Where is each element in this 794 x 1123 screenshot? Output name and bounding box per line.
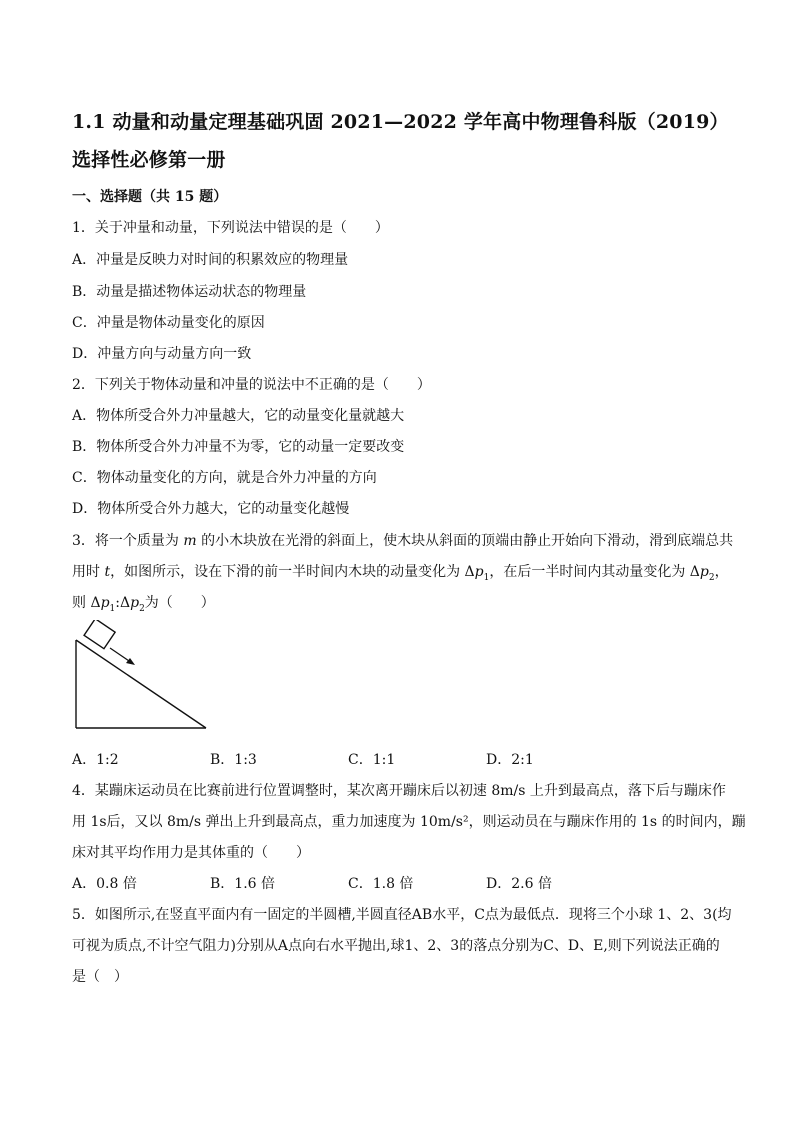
q4-option-c: C．1.8 倍 <box>348 876 414 892</box>
q1-option-d: D．冲量方向与动量方向一致 <box>72 346 252 362</box>
q2-stem: 2．下列关于物体动量和冲量的说法中不正确的是（ ） <box>72 377 431 393</box>
q5-line-2: 可视为质点,不计空气阻力)分别从A点向右水平抛出,球1、2、3的落点分别为C、D、E,则下列说法正确的 <box>72 938 720 954</box>
incline-triangle <box>76 640 206 728</box>
q1-option-b: B．动量是描述物体运动状态的物理量 <box>72 284 307 300</box>
section-heading: 一、选择题（共 15 题） <box>72 189 228 205</box>
q3-option-c: C．1:1 <box>348 752 396 768</box>
q3-line-2: 用时 t，如图所示，设在下滑的前一半时间内木块的动量变化为 $\Delta p_1$，在后一半时间内其动量变化为 $\Delta p_2$， <box>72 564 729 583</box>
q2-option-d: D．物体所受合外力越大，它的动量变化越慢 <box>72 501 350 517</box>
q1-option-a: A．冲量是反映力对时间的积累效应的物理量 <box>72 252 349 268</box>
q4-option-d: D．2.6 倍 <box>486 876 552 892</box>
q4-line-3: 床对其平均作用力是其体重的（ ） <box>72 845 310 861</box>
q3-line-3: 则 $\Delta p_1:\Delta p_2$为（ ） <box>72 595 215 614</box>
q4-option-b: B．1.6 倍 <box>210 876 276 892</box>
q3-option-b: B．1:3 <box>210 752 257 768</box>
q3-line-1: 3．将一个质量为 m 的小木块放在光滑的斜面上，使木块从斜面的顶端由静止开始向下滑动，滑到底端总共 <box>72 533 734 549</box>
q1-option-c: C．冲量是物体动量变化的原因 <box>72 315 265 331</box>
q1-stem: 1．关于冲量和动量，下列说法中错误的是（ ） <box>72 220 389 236</box>
wooden-block <box>84 620 115 649</box>
title-line-2: 选择性必修第一册 <box>72 149 226 171</box>
q3-option-a: A．1:2 <box>72 752 119 768</box>
q4-line-1: 4．某蹦床运动员在比赛前进行位置调整时，某次离开蹦床后以初速 8m/s 上升到最高点，落下后与蹦床作 <box>72 783 726 799</box>
velocity-arrow-icon <box>110 648 135 665</box>
q3-option-d: D．2:1 <box>486 752 534 768</box>
q4-line-2: 用 1s后，又以 8m/s 弹出上升到最高点，重力加速度为 10m/s²，则运动员在与蹦床作用的 1s 的时间内，蹦 <box>72 814 746 830</box>
q4-option-a: A．0.8 倍 <box>72 876 137 892</box>
q2-option-c: C．物体动量变化的方向，就是合外力冲量的方向 <box>72 470 377 486</box>
q5-line-1: 5．如图所示,在竖直平面内有一固定的半圆槽,半圆直径AB水平，C点为最低点．现将三个小球 1、2、3(均 <box>72 907 732 923</box>
q5-line-3: 是（ ） <box>72 969 128 985</box>
document-title <box>72 103 752 179</box>
title-line-1: 1.1 动量和动量定理基础巩固 2021—2022 学年高中物理鲁科版（2019） <box>72 111 729 133</box>
q2-option-b: B．物体所受合外力冲量不为零，它的动量一定要改变 <box>72 439 405 455</box>
incline-figure <box>72 620 222 736</box>
q2-option-a: A．物体所受合外力冲量越大，它的动量变化量就越大 <box>72 408 405 424</box>
